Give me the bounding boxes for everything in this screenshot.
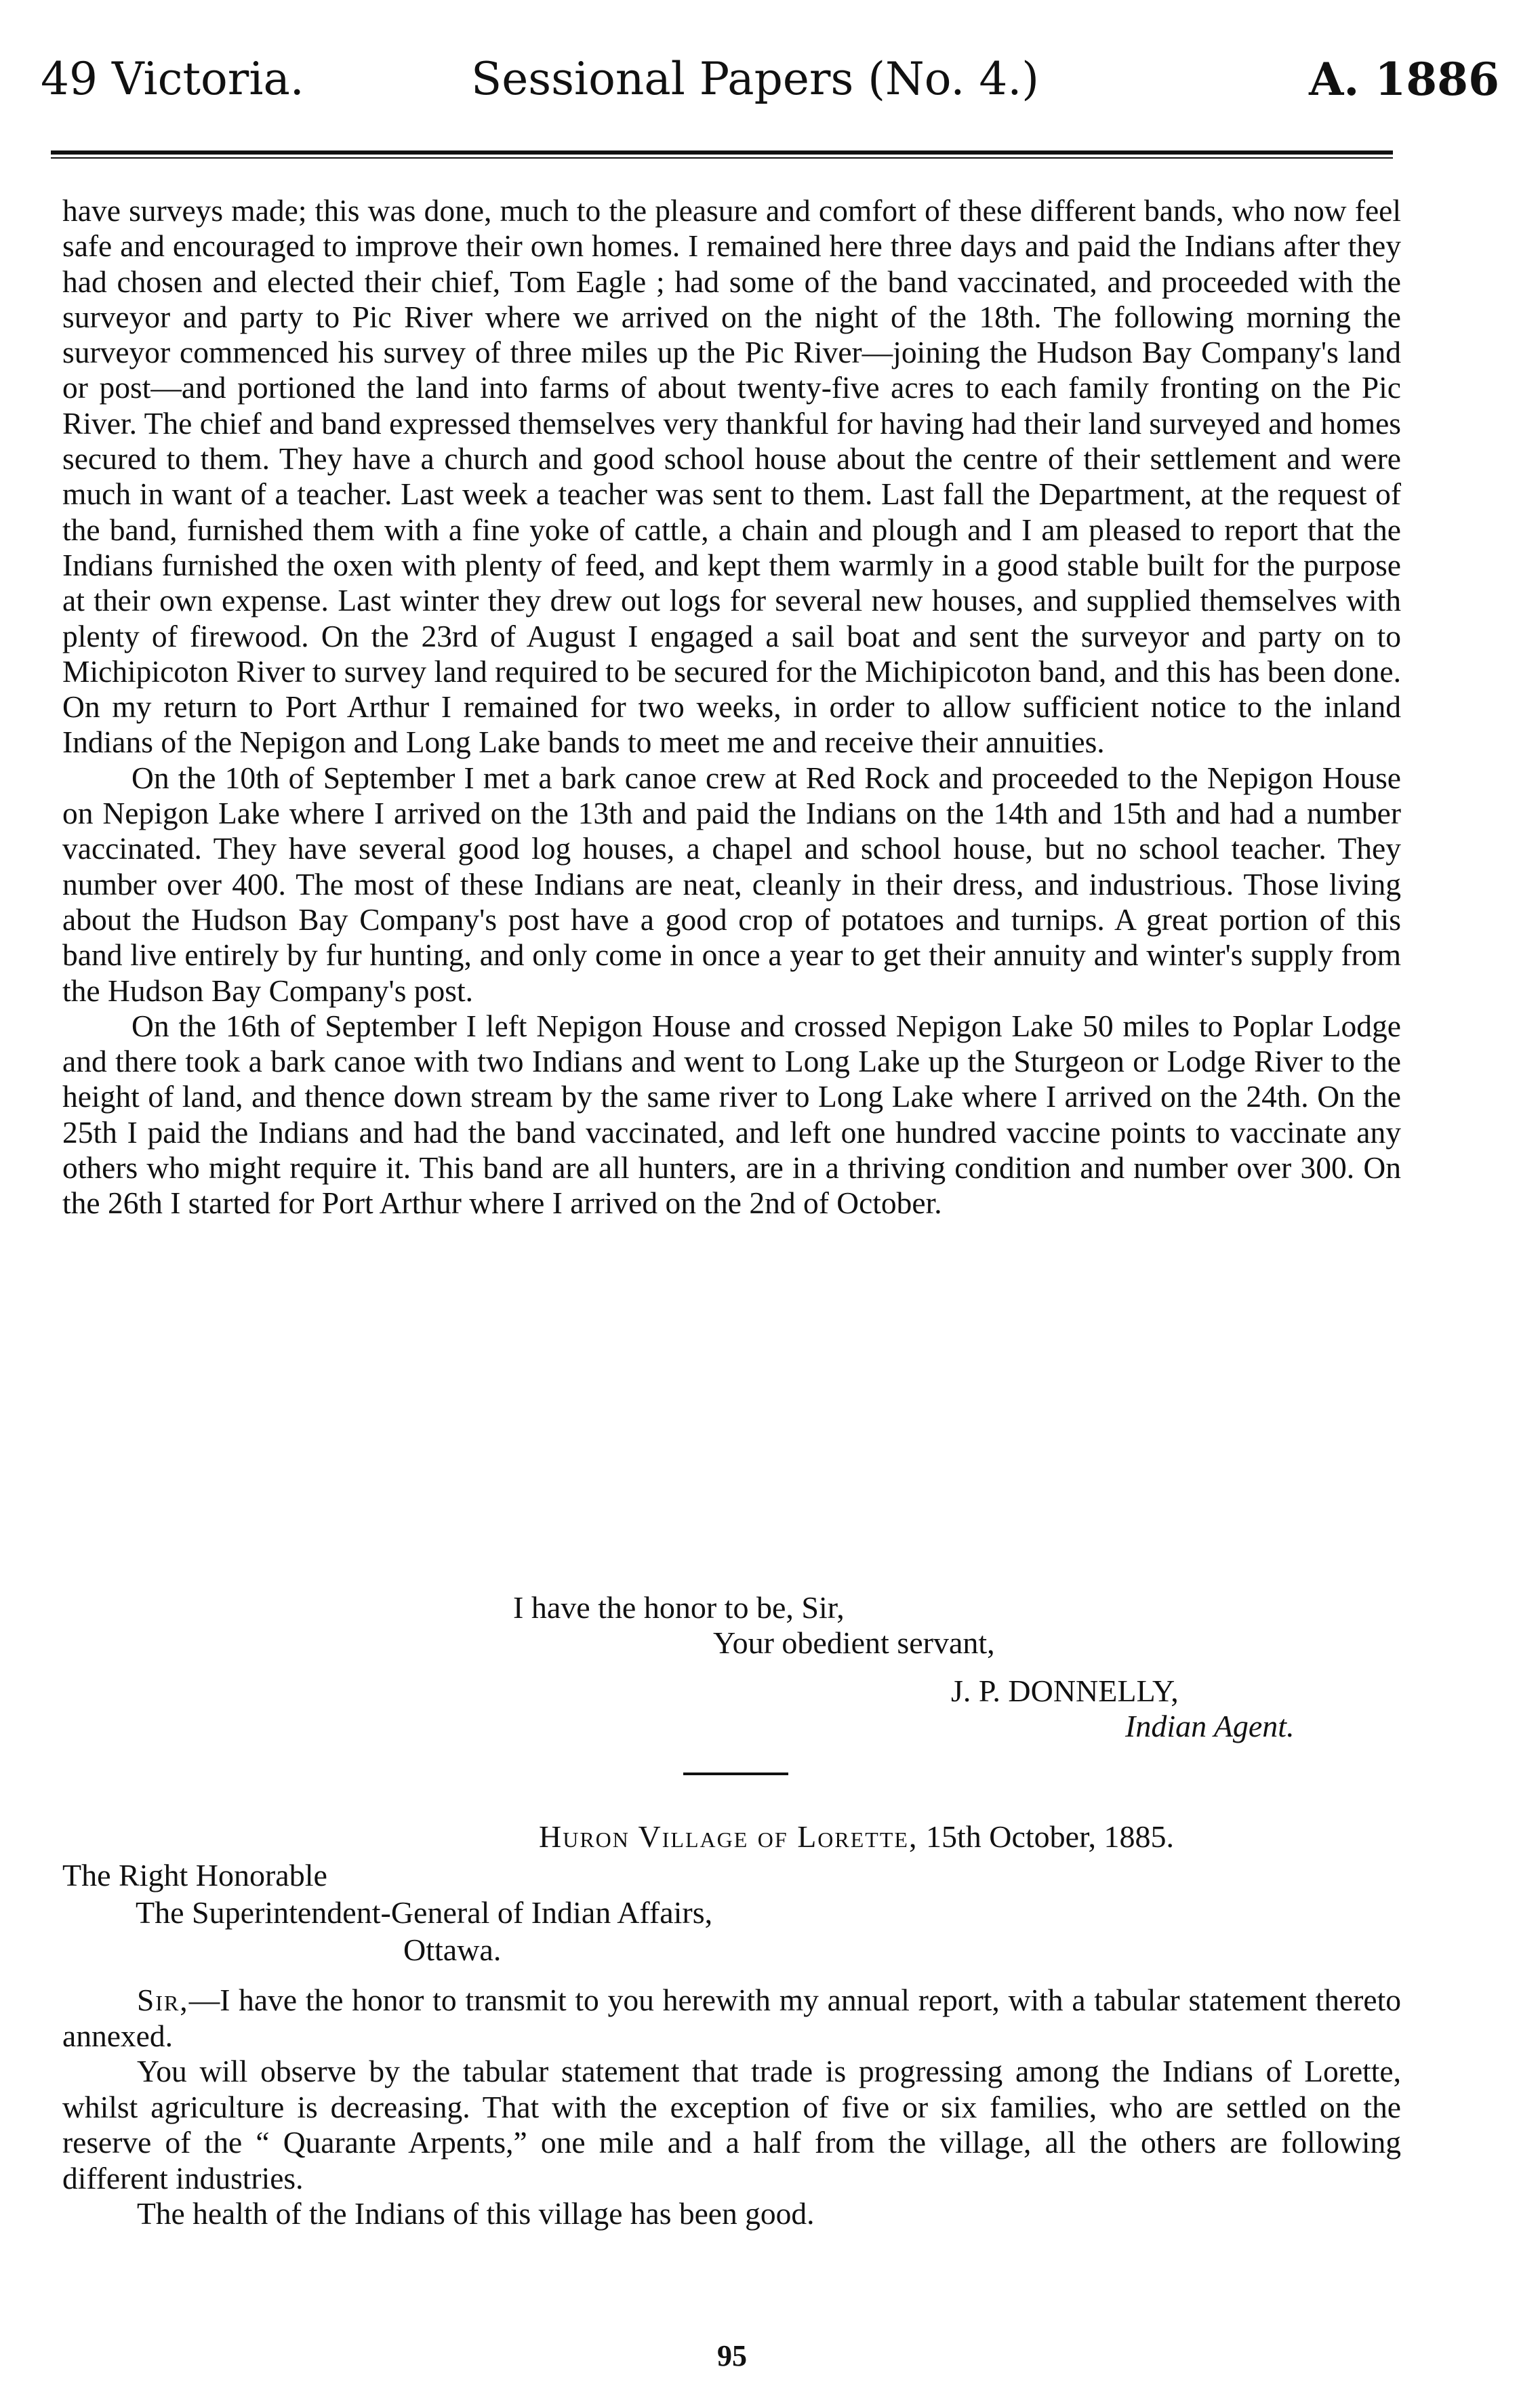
header-year: A. 1886 (1309, 53, 1499, 106)
signature-name: J. P. DONNELLY, (951, 1674, 1179, 1708)
addressee-line-1: The Right Honorable (62, 1858, 327, 1892)
addressee-line-2: The Superintendent-General of Indian Affairs, (136, 1895, 713, 1930)
paragraph-salutation (62, 1983, 1401, 2054)
header-rule-thick (51, 150, 1393, 155)
closing-line-2: Your obedient servant, (713, 1625, 995, 1660)
header-rule-thin (51, 157, 1393, 159)
salutation: Sir, (137, 1983, 189, 2017)
header-rule (51, 150, 1393, 160)
dateline (539, 1819, 1174, 1855)
paragraph-continuation: have surveys made; this was done, much to the pleasure and comfort of these different bands, who now feel safe and encouraged to improve their own homes. I remained here three days and paid the Indians after they had chosen and elected their chief, Tom Eagle ; had some of the band vaccinated, and proceeded with the surveyor and party to Pic River where we arrived on the night of the 18th. The following morning the surveyor commenced his survey of three miles up the Pic River—joining the Hudson Bay Company's land or post—and portioned the land into farms of about twenty-five acres to each family fronting on the Pic River. The chief and band expressed themselves very thankful for having had their land surveyed and homes secured to them. They have a church and good school house about the centre of their settlement and were much in want of a teacher. Last week a teacher was sent to them. Last fall the Department, at the request of the band, furnished them with a fine yoke of cattle, a chain and plough and I am pleased to report that the Indians furnished the oxen with plenty of feed, and kept them warmly in a good stable built for the purpose at their own expense. Last winter they drew out logs for several new houses, and supplied themselves with plenty of firewood. On the 23rd of August I engaged a sail boat and sent the surveyor and party on to Michipicoton River to survey land required to be secured for the Michipicoton band, and this has been done. On my return to Port Arthur I remained for two weeks, in order to allow sufficient notice to the inland Indians of the Nepigon and Long Lake bands to meet me and receive their annuities. (62, 193, 1401, 760)
dateline-place: Huron Village of Lorette, (539, 1819, 918, 1854)
paragraph-trade: You will observe by the tabular statement that trade is progressing among the Indians of Lorette, whilst agriculture is decreasing. That with the exception of five or six families, who are settled on the reserve of the “ Quarante Arpents,” one mile and a half from the village, all the others are following different industries. (62, 2054, 1401, 2195)
letter-body (62, 193, 1401, 1221)
header-title: Sessional Papers (No. 4.) (471, 53, 1040, 105)
dateline-date: 15th October, 1885. (918, 1819, 1175, 1854)
running-header (41, 53, 1499, 121)
signature-title: Indian Agent. (1125, 1709, 1295, 1743)
paragraph-health: The health of the Indians of this village has been good. (137, 2196, 815, 2231)
addressee-line-3: Ottawa. (403, 1932, 502, 1967)
page-number: 95 (717, 2339, 747, 2372)
second-letter-body (62, 1983, 1401, 2232)
header-volume: 49 Victoria. (41, 53, 304, 105)
salutation-text: —I have the honor to transmit to you herewith my annual report, with a tabular statement thereto annexed. (62, 1983, 1401, 2053)
paragraph-long-lake: On the 16th of September I left Nepigon House and crossed Nepigon Lake 50 miles to Poplar Lodge and there took a bark canoe with two Indians and went to Long Lake up the Sturgeon or Lodge River to the height of land, and thence down stream by the same river to Long Lake where I arrived on the 24th. On the 25th I paid the Indians and had the band vaccinated, and left one hundred vaccine points to vaccinate any others who might require it. This band are all hunters, are in a thriving condition and number over 300. On the 26th I started for Port Arthur where I arrived on the 2nd of October. (62, 1008, 1401, 1221)
section-divider (683, 1773, 788, 1775)
paragraph-nepigon: On the 10th of September I met a bark canoe crew at Red Rock and proceeded to the Nepigon House on Nepigon Lake where I arrived on the 13th and paid the Indians on the 14th and 15th and had a number vaccinated. They have several good log houses, a chapel and school house, but no school teacher. They number over 400. The most of these Indians are neat, cleanly in their dress, and industrious. Those living about the Hudson Bay Company's post have a good crop of potatoes and turnips. A great portion of this band live entirely by fur hunting, and only come in once a year to get their annuity and winter's supply from the Hudson Bay Company's post. (62, 760, 1401, 1008)
closing-line-1: I have the honor to be, Sir, (513, 1590, 845, 1625)
